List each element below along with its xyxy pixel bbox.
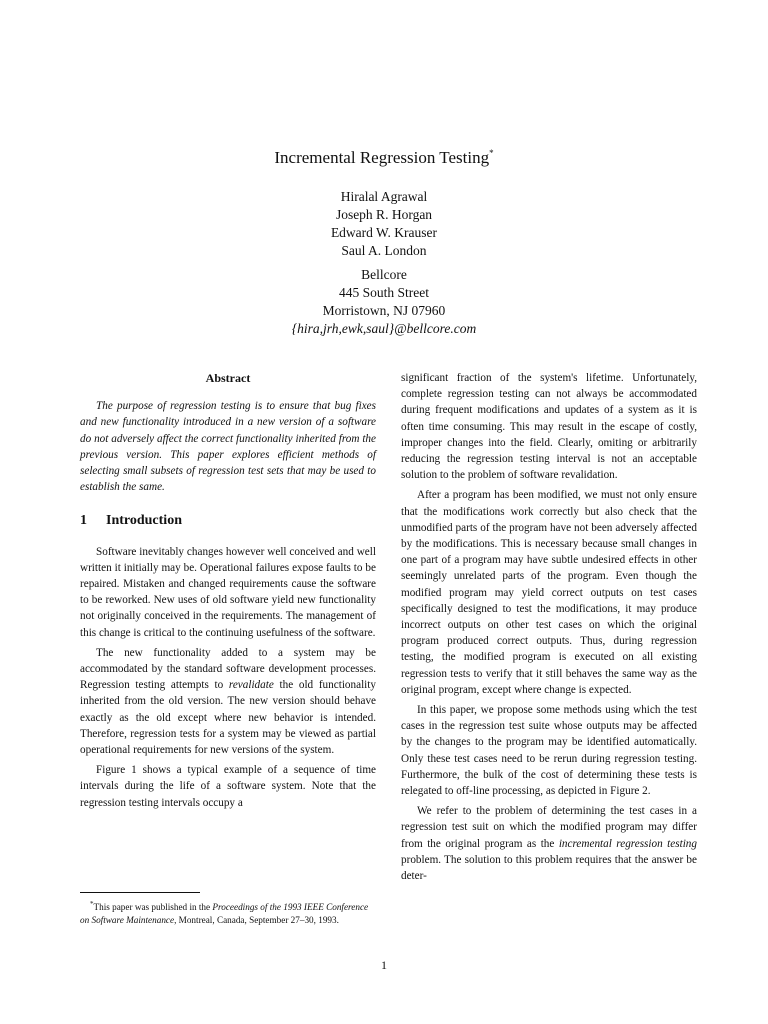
right-column — [401, 370, 697, 888]
intro-paragraph-2 — [80, 645, 376, 758]
intro-p2-text-rest: the old functionality inherited from the old version. The new version should behave exactly as the old except where new behavior is intended. Therefore, regression tests for a system may be viewed as partial operational requirements for new versions of the system. — [80, 679, 376, 757]
section-number: 1 — [80, 513, 87, 529]
right-p4-text: We refer to the problem of determining the test cases in a regression test suit on which the modified program may differ from the original program as the — [401, 805, 697, 850]
footnote-text — [80, 898, 376, 926]
section-title: Introduction — [106, 513, 182, 529]
author-name: Saul A. London — [341, 243, 427, 258]
paper-title — [0, 148, 768, 168]
section-heading — [80, 513, 376, 529]
intro-paragraph-1: Software inevitably changes however well conceived and well written it initially may be. Operational failures expose faults to be repaired. Mistaken and changed requirements cause the software to be reworked. New uses of old software yield new functionality not originally conceived in the requirements. The management of this change is critical to the continuing usefulness of the software. — [80, 545, 376, 639]
footnote-text-a: This paper was published in the — [93, 902, 213, 913]
affiliation-street: 445 South Street — [339, 285, 429, 300]
page-number: 1 — [381, 958, 387, 972]
title-footnote-mark: * — [489, 148, 494, 158]
right-paragraph-1: significant fraction of the system's lifetime. Unfortunately, complete regression testing can not always be accommodated during frequent modifications and updates of a system as it is often time consuming. This may result in the escape of costly, improper changes into the field. Clearly, omiting or arbitrarily reducing the regression testing interval is not an acceptable solution to the problem of software revalidation. — [401, 372, 697, 482]
author-name: Hiralal Agrawal — [340, 189, 428, 204]
affiliation-org: Bellcore — [361, 267, 407, 282]
intro-p2-text: The new functionality added to a system may be accommodated by the standard software development processes. Regression testing attempts to — [80, 646, 376, 692]
affiliation-city: Morristown, NJ 07960 — [322, 303, 446, 318]
intro-paragraph-3: Figure 1 shows a typical example of a sequence of time intervals during the life of a software system. Note that the regression testing intervals occupy a — [80, 764, 376, 809]
abstract-heading: Abstract — [205, 371, 251, 385]
footnote-rule — [80, 892, 200, 893]
abstract-body: The purpose of regression testing is to ensure that bug fixes and new functionality introduced in a new version of a software do not adversely affect the correct functionality inherited from the previous version. This paper explores efficient methods of selecting small subsets of regression test sets that may be used to establish the same. — [80, 400, 376, 494]
footnote-text-c: , Montreal, Canada, September 27–30, 1993. — [174, 914, 339, 925]
author-list — [0, 188, 768, 260]
author-name: Edward W. Krauser — [330, 225, 438, 240]
title-text: Incremental Regression Testing — [274, 148, 490, 167]
left-column — [80, 370, 376, 815]
intro-p2-emphasis: revalidate — [228, 679, 274, 692]
affiliation-block — [0, 266, 768, 338]
footnote — [80, 892, 376, 926]
footnote-mark: * — [90, 900, 94, 908]
right-paragraph-4 — [401, 803, 697, 884]
right-paragraph-3: In this paper, we propose some methods using which the test cases in the regression test suite whose outputs may be affected by the changes to the program may be identified automatically. Only these test cases need to be rerun during regression testing. Furthermore, the bulk of the cost of determining these tests is relegated to off-line processing, as depicted in Figure 2. — [401, 704, 697, 798]
right-paragraph-2: After a program has been modified, we must not only ensure that the modifications work correctly but also check that the unmodified parts of the program have not been adversely affected by the modifications. This is necessary because small changes in one part of a program may have subtle undesired effects in other seemingly unrelated parts of the program. Even though the modified program may yield correct outputs on test cases specifically designed to test the modifications, it may produce incorrect outputs on other test cases on which the original program produced correct outputs. Thus, during regression testing, the modified program is executed on all existing regression tests to verify that it still behaves the same way as the original program, except where change is expected. — [401, 489, 697, 696]
author-emails: {hira,jrh,ewk,saul}@bellcore.com — [291, 321, 477, 336]
right-p4-emphasis: incremental regression testing — [558, 837, 697, 850]
author-name: Joseph R. Horgan — [335, 207, 433, 222]
right-p4-text-rest: problem. The solution to this problem requires that the answer be deter- — [401, 853, 697, 883]
footnote-venue: Proceedings of the 1993 IEEE Conference on Software Maintenance — [80, 902, 369, 925]
